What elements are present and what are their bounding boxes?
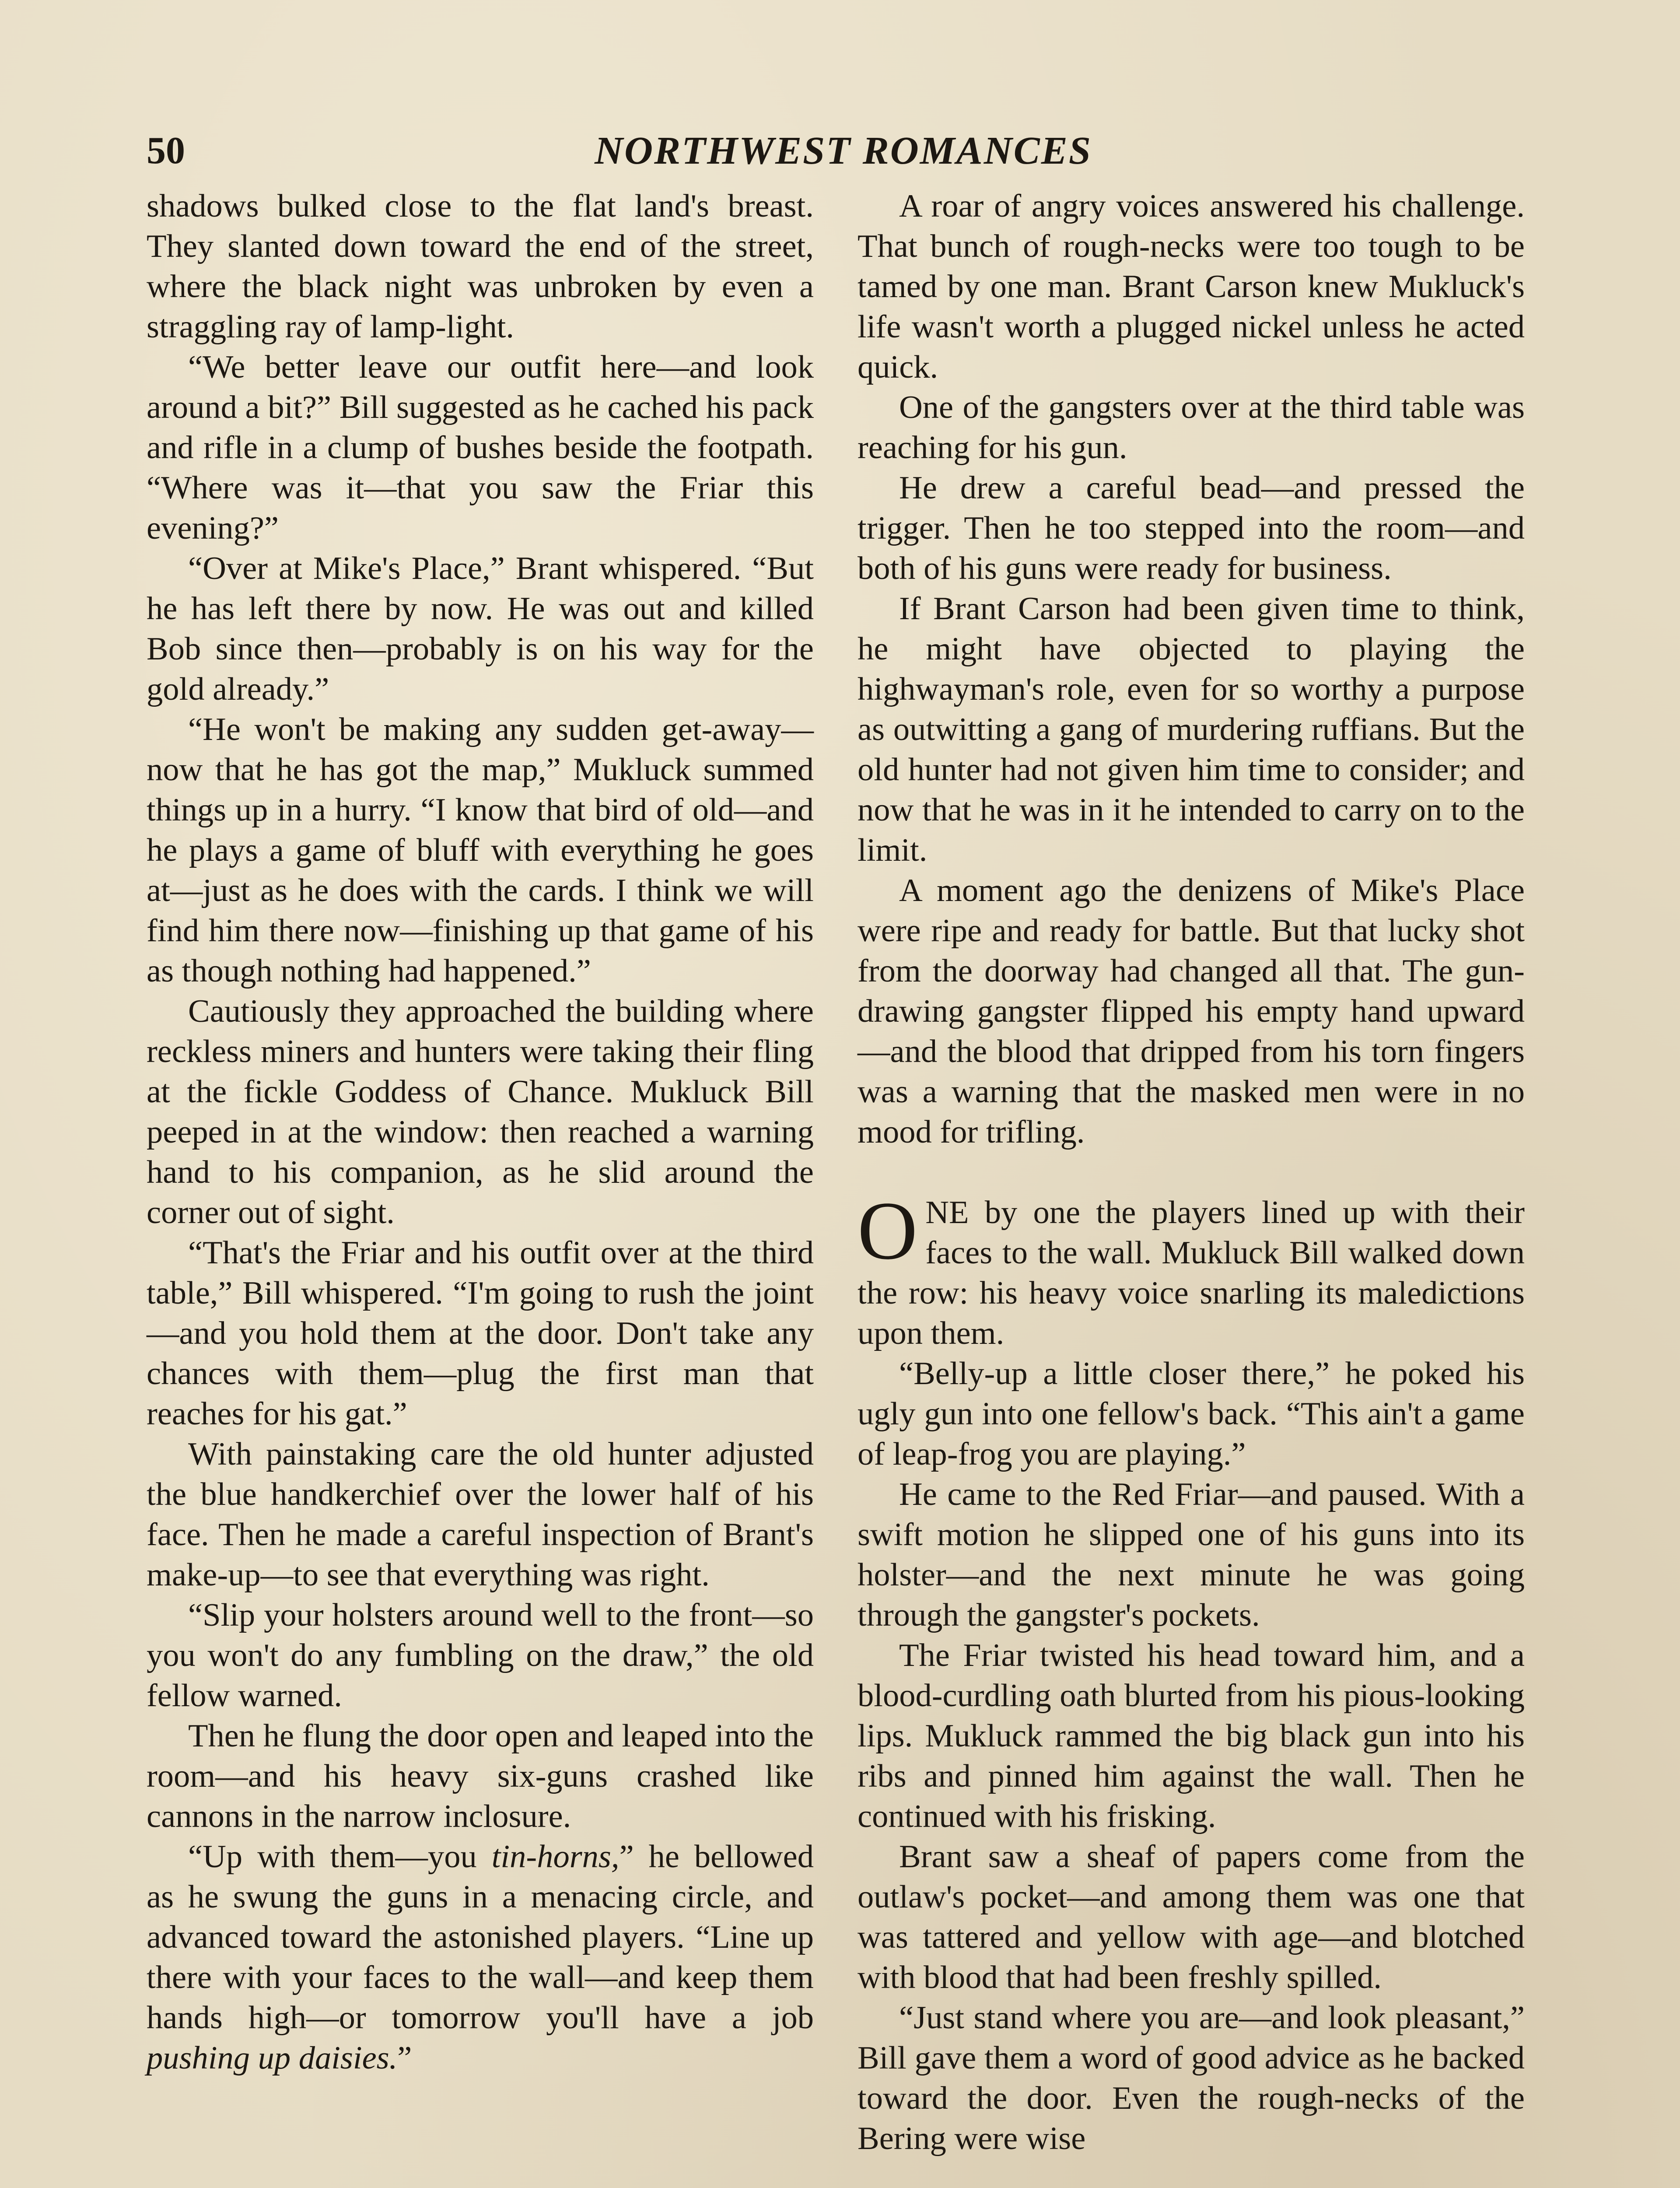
- paragraph: Then he flung the door open and leaped into the room—and his heavy six-guns crashed like cannons in the narrow inclosure.: [147, 1718, 814, 1834]
- small-caps-text: NE: [925, 1195, 969, 1231]
- paragraph: “Over at Mike's Place,” Brant whispered. “But he has left there by now. He was out and killed Bob since then—probably is on his way for the gold already.”: [147, 551, 814, 707]
- right-column: [858, 186, 1525, 2159]
- italic-text: pushing up daisies.: [147, 2040, 398, 2076]
- italic-text: tin-horns,: [491, 1839, 620, 1875]
- paragraph: A roar of angry voices answered his challenge. That bunch of rough-necks were too tough to be tamed by one man. Brant Carson knew Mukluck's life wasn't worth a plugged nickel unless he acted quick.: [858, 188, 1525, 385]
- paragraph: “That's the Friar and his outfit over at the third table,” Bill whispered. “I'm going to rush the joint—and you hold them at the door. Don't take any chances with them—plug the first man that reaches for his gat.”: [147, 1235, 814, 1432]
- paragraph: He came to the Red Friar—and paused. With a swift motion he slipped one of his guns into its holster—and the next minute he was going through the gangster's pockets.: [858, 1476, 1525, 1633]
- text-run: “Up with them—you: [188, 1839, 492, 1875]
- text-run: ”: [397, 2040, 412, 2076]
- page-header: [147, 125, 1540, 177]
- paragraph: “Just stand where you are—and look pleasant,” Bill gave them a word of good advice as he backed toward the door. Even the rough-necks of the Bering were wise: [858, 2000, 1525, 2156]
- paragraph: If Brant Carson had been given time to think, he might have objected to playing the highwayman's role, even for so worthy a purpose as outwitting a gang of murdering ruffians. But the old hunter had not given him time to consider; and now that he was in it he intended to carry on to the limit.: [858, 591, 1525, 868]
- paragraph: [858, 1185, 1525, 1353]
- magazine-title: NORTHWEST ROMANCES: [595, 129, 1092, 172]
- paragraph: He drew a careful bead—and pressed the trigger. Then he too stepped into the room—and both of his guns were ready for business.: [858, 470, 1525, 586]
- left-column: [147, 186, 814, 2078]
- drop-cap: O: [858, 1185, 918, 1277]
- paragraph: Cautiously they approached the building where reckless miners and hunters were taking their fling at the fickle Goddess of Chance. Mukluck Bill peeped in at the window: then reached a warning hand to his companion, as he slid around the corner out of sight.: [147, 993, 814, 1231]
- section-break: [858, 1152, 1525, 1192]
- paragraph: [147, 1837, 814, 2078]
- page-number: 50: [147, 130, 185, 172]
- paragraph: Brant saw a sheaf of papers come from the outlaw's pocket—and among them was one that was tattered and yellow with age—and blotched with blood that had been freshly spilled.: [858, 1839, 1525, 1995]
- paragraph: “He won't be making any sudden get-away—now that he has got the map,” Mukluck summed things up in a hurry. “I know that bird of old—and he plays a game of bluff with everything he goes at—just as he does with the cards. I think we will find him there now—finishing up that game of his as though nothing had happened.”: [147, 712, 814, 989]
- text-run: ” he bellowed as he swung the guns in a menacing circle, and advanced toward the astonished players. “Line up there with your faces to the wall—and keep them hands high—or tomorrow you'll have a job: [147, 1839, 814, 2036]
- text-run: by one the players lined up with their faces to the wall. Mukluck Bill walked down the row: his heavy voice snarling its maledictions upon them.: [858, 1195, 1525, 1351]
- paragraph: “We better leave our outfit here—and look around a bit?” Bill suggested as he cached his pack and rifle in a clump of bushes beside the footpath. “Where was it—that you saw the Friar this evening?”: [147, 349, 814, 546]
- paragraph: “Slip your holsters around well to the front—so you won't do any fumbling on the draw,” the old fellow warned.: [147, 1597, 814, 1714]
- paragraph: One of the gangsters over at the third table was reaching for his gun.: [858, 389, 1525, 466]
- paragraph: With painstaking care the old hunter adjusted the blue handkerchief over the lower half of his face. Then he made a careful inspection of Brant's make-up—to see that everything was right.: [147, 1436, 814, 1593]
- paragraph: The Friar twisted his head toward him, and a blood-curdling oath blurted from his pious-looking lips. Mukluck rammed the big black gun into his ribs and pinned him against the wall. Then he continued with his frisking.: [858, 1637, 1525, 1834]
- paragraph: A moment ago the denizens of Mike's Place were ripe and ready for battle. But that lucky shot from the doorway had changed all that. The gun-drawing gangster flipped his empty hand upward—and the blood that dripped from his torn fingers was a warning that the masked men were in no mood for trifling.: [858, 873, 1525, 1150]
- paragraph: shadows bulked close to the flat land's breast. They slanted down toward the end of the street, where the black night was unbroken by even a straggling ray of lamp-light.: [147, 188, 814, 345]
- paragraph: “Belly-up a little closer there,” he poked his ugly gun into one fellow's back. “This ain't a game of leap-frog you are playing.”: [858, 1356, 1525, 1472]
